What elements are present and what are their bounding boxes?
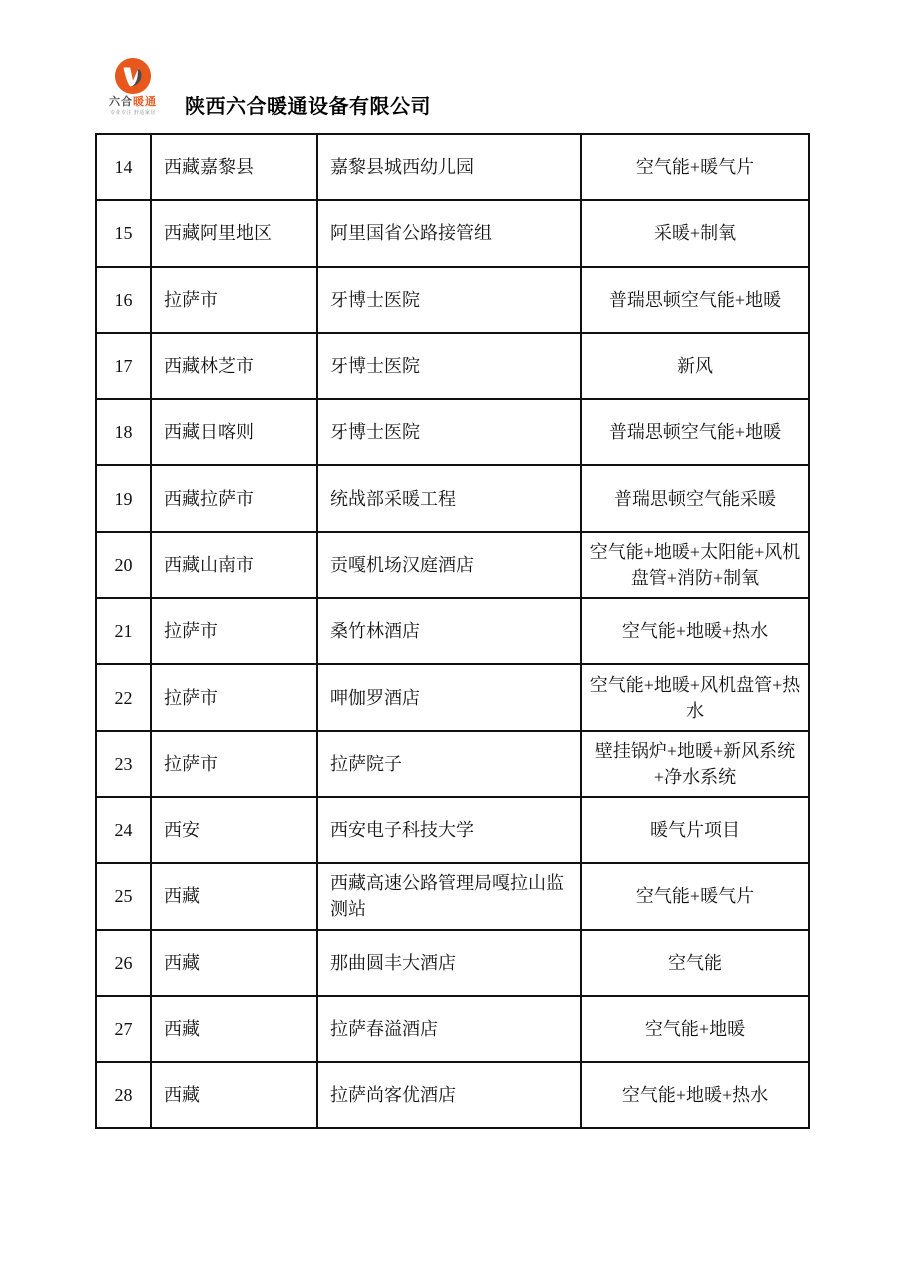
cell-no: 20 [96, 532, 151, 598]
cell-project: 牙博士医院 [317, 399, 581, 465]
logo-circle-icon [114, 57, 152, 95]
table-row [96, 333, 809, 399]
cell-region: 西藏 [151, 1062, 317, 1128]
cell-project: 阿里国省公路接管组 [317, 200, 581, 266]
table-row [96, 200, 809, 266]
cell-region: 西藏 [151, 996, 317, 1062]
cell-products: 普瑞思顿空气能+地暖 [581, 267, 809, 333]
table-row [96, 399, 809, 465]
cell-project: 嘉黎县城西幼儿园 [317, 134, 581, 200]
cell-no: 24 [96, 797, 151, 863]
cell-project: 拉萨尚客优酒店 [317, 1062, 581, 1128]
table-row [96, 134, 809, 200]
cell-project: 西安电子科技大学 [317, 797, 581, 863]
cell-products: 空气能+地暖 [581, 996, 809, 1062]
cell-no: 17 [96, 333, 151, 399]
cell-products: 普瑞思顿空气能采暖 [581, 465, 809, 531]
cell-project: 统战部采暖工程 [317, 465, 581, 531]
cell-region: 西藏山南市 [151, 532, 317, 598]
cell-project: 牙博士医院 [317, 333, 581, 399]
cell-no: 27 [96, 996, 151, 1062]
table-row [96, 1062, 809, 1128]
table-row [96, 532, 809, 598]
cell-region: 西藏日喀则 [151, 399, 317, 465]
cell-region: 西藏 [151, 930, 317, 996]
cell-region: 西藏拉萨市 [151, 465, 317, 531]
cell-region: 拉萨市 [151, 731, 317, 797]
cell-products: 采暖+制氧 [581, 200, 809, 266]
table-row [96, 731, 809, 797]
cell-products: 壁挂锅炉+地暖+新风系统+净水系统 [581, 731, 809, 797]
cell-project: 拉萨院子 [317, 731, 581, 797]
cell-products: 新风 [581, 333, 809, 399]
cell-no: 16 [96, 267, 151, 333]
cell-no: 22 [96, 664, 151, 730]
cell-project: 桑竹林酒店 [317, 598, 581, 664]
cell-region: 拉萨市 [151, 267, 317, 333]
cell-region: 西藏嘉黎县 [151, 134, 317, 200]
cell-no: 25 [96, 863, 151, 929]
company-logo [97, 57, 169, 116]
table-row [96, 996, 809, 1062]
cell-region: 西藏 [151, 863, 317, 929]
table-row [96, 863, 809, 929]
cell-products: 空气能+暖气片 [581, 134, 809, 200]
table-row [96, 664, 809, 730]
cell-region: 西藏林芝市 [151, 333, 317, 399]
cell-project: 那曲圆丰大酒店 [317, 930, 581, 996]
cell-no: 23 [96, 731, 151, 797]
cell-no: 26 [96, 930, 151, 996]
company-name-title: 陕西六合暖通设备有限公司 [185, 96, 431, 118]
cell-products: 空气能+地暖+风机盘管+热水 [581, 664, 809, 730]
project-table-body [96, 134, 809, 1128]
cell-products: 空气能+地暖+太阳能+风机盘管+消防+制氧 [581, 532, 809, 598]
cell-region: 拉萨市 [151, 598, 317, 664]
logo-tagline: 专业专注 舒适家居 [110, 110, 156, 116]
cell-region: 西藏阿里地区 [151, 200, 317, 266]
project-table [95, 133, 810, 1129]
cell-project: 拉萨春溢酒店 [317, 996, 581, 1062]
cell-products: 空气能+地暖+热水 [581, 1062, 809, 1128]
cell-no: 18 [96, 399, 151, 465]
table-row [96, 465, 809, 531]
cell-no: 19 [96, 465, 151, 531]
table-row [96, 598, 809, 664]
cell-products: 空气能+暖气片 [581, 863, 809, 929]
cell-no: 14 [96, 134, 151, 200]
cell-products: 空气能+地暖+热水 [581, 598, 809, 664]
cell-no: 21 [96, 598, 151, 664]
cell-project: 牙博士医院 [317, 267, 581, 333]
logo-brand-part1: 六合 [109, 96, 133, 108]
table-row [96, 267, 809, 333]
cell-no: 28 [96, 1062, 151, 1128]
table-row [96, 930, 809, 996]
cell-project: 呷伽罗酒店 [317, 664, 581, 730]
cell-project: 贡嘎机场汉庭酒店 [317, 532, 581, 598]
cell-region: 拉萨市 [151, 664, 317, 730]
cell-products: 暖气片项目 [581, 797, 809, 863]
cell-no: 15 [96, 200, 151, 266]
cell-project: 西藏高速公路管理局嘎拉山监测站 [317, 863, 581, 929]
cell-region: 西安 [151, 797, 317, 863]
table-row [96, 797, 809, 863]
logo-brand-text [97, 96, 169, 108]
cell-products: 空气能 [581, 930, 809, 996]
cell-products: 普瑞思顿空气能+地暖 [581, 399, 809, 465]
document-header [0, 0, 900, 133]
logo-brand-part2: 暖通 [133, 96, 157, 108]
